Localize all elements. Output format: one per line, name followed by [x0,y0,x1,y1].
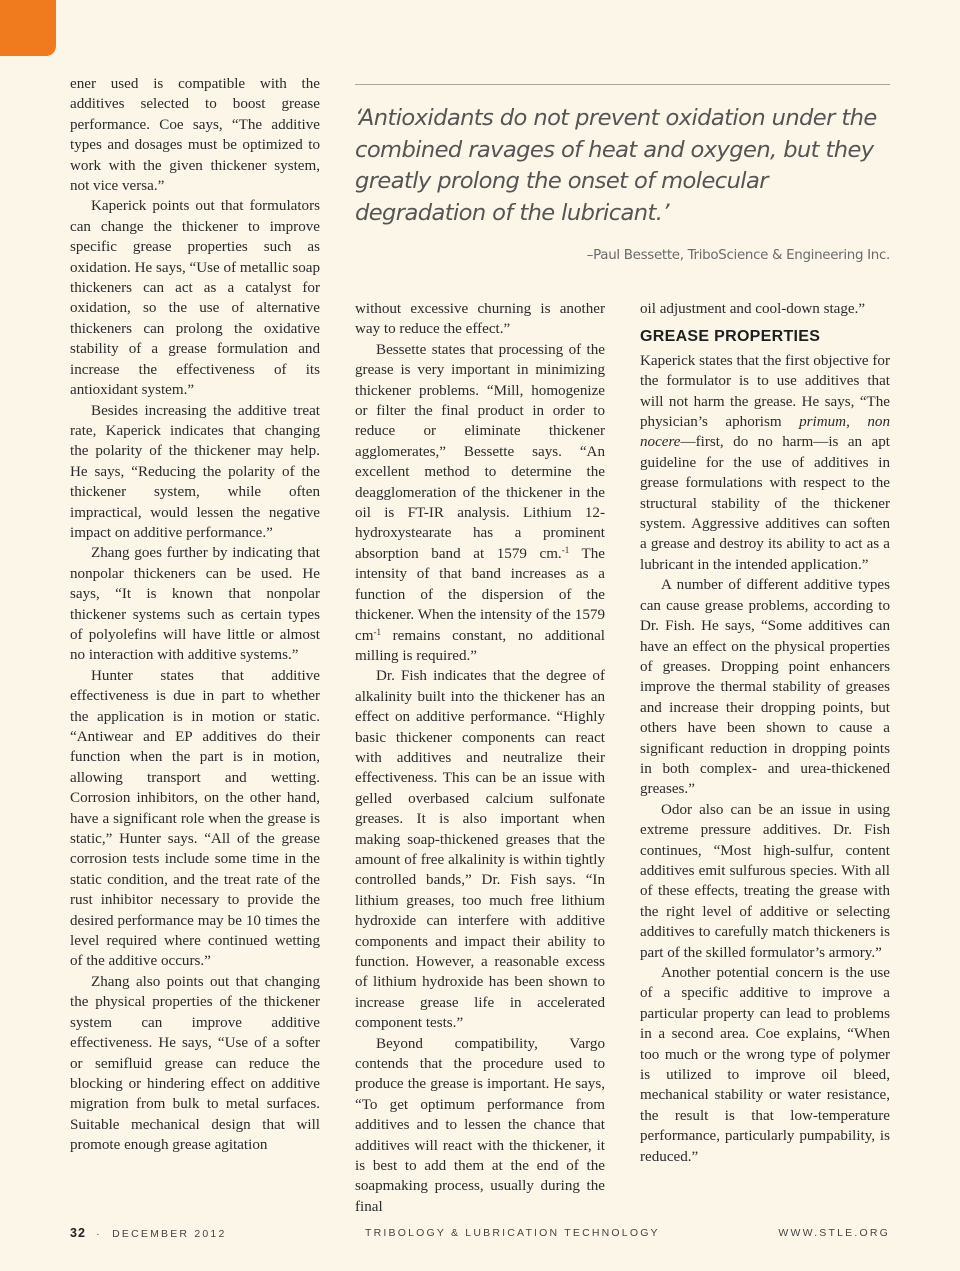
footer-separator: · [96,1228,102,1240]
paragraph: Zhang also points out that changing the physical properties of the thickener system can improve additive effectiveness. He says, “Use of a softer or semifluid grease can reduce the blocking or hindering effect on additive migration from bulk to metal surfaces. Suitable mechanical design that will promote enough grease agitation [70,973,320,1154]
page-number: 32 [70,1226,86,1240]
orange-corner-tab [0,0,56,56]
page-footer [70,1226,890,1242]
paragraph [355,340,605,667]
paragraph: Odor also can be an issue in using extreme pressure additives. Dr. Fish continues, “Most high-sulfur, content additives emit sulfurous species. With all of these effects, treating the grease with the right level of additive or selecting additives to carefully match thickeners is part of the skilled formulator’s armory.” [640,801,890,961]
italic-phrase: primum, non nocere [640,414,890,451]
paragraph: Another potential concern is the use of a specific additive to improve a particular property can lead to problems in a second area. Coe explains, “When too much or the wrong type of polymer is utilized to improve oil bleed, mechanical stability or water resistance, the result is that low-temperature performance, particularly pumpability, is reduced.” [640,965,890,1165]
pull-quote-attribution: –Paul Bessette, TriboScience & Engineering Inc. [586,248,890,263]
paragraph-text: Kaperick states that the first objective for the formulator is to use additives that will not harm the grease. He says, “The physician’s aphorism [640,352,890,431]
paragraph-text: —first, do no harm—is an apt guideline for the use of additives in grease formulations with respect to the structural stability of the thickener system. Aggressive additives can soften a grease and destroy its ability to act as a lubricant in the intended application.” [640,434,890,573]
website-url: WWW.STLE.ORG [778,1227,890,1239]
paragraph: without excessive churning is another way to reduce the effect.” [355,301,605,338]
paragraph-text: Bessette states that processing of the grease is very important in minimizing thickener problems. “Mill, homogenize or filter the final product in order to reduce or eliminate thickener agglomerates,” Bessette says. “An excellent method to determine the deagglomeration of the thickener in the oil is FT-IR analysis. Lithium 12-hydroxystearate has a prominent absorption band at 1579 cm. [355,341,605,562]
paragraph [640,351,890,575]
paragraph: ener used is compatible with the additives selected to boost grease performance. Coe says, “The additive types and dosages must be optimized to work with the given thickener system, not vice versa.” [70,76,320,195]
paragraph: Dr. Fish indicates that the degree of alkalinity built into the thickener has an effect on additive performance. “Highly basic thickener components can react with additives and neutralize their effectiveness. This can be an issue with gelled overbased calcium sulfonate greases. It is also important when making soap-thickened greases that the amount of free alkalinity is within tightly controlled bands,” Dr. Fish says. “In lithium greases, too much free lithium hydroxide can interfere with additive components and impact their ability to function. However, a reasonable excess of lithium hydroxide has been shown to increase grease life in accelerated component tests.” [355,668,605,1032]
section-heading: GREASE PROPERTIES [640,328,821,346]
paragraph: Zhang goes further by indicating that nonpolar thickeners can be used. He says, “It is known that nonpolar thickener systems such as certain types of polyolefins will have little or almost no interaction with additive systems.” [70,545,320,664]
paragraph-text: remains constant, no additional milling is required.” [355,627,605,664]
superscript: -1 [373,626,381,637]
paragraph: Kaperick points out that formulators can change the thickener to improve specific grease properties such as oxidation. He says, “Use of metallic soap thickeners can act as a catalyst for oxidation, so the use of alternative thickeners can prolong the oxidative stability of a grease formulation and increase the effectiveness of its antioxidant system.” [70,198,320,399]
paragraph: A number of different additive types can cause grease problems, according to Dr. Fish. He says, “Some additives can have an effect on the physical properties of greases. Dropping point enhancers improve the thermal stability of greases and increase their dropping points, but others have been shown to cause a significant reduction in dropping points in both complex- and urea-thickened greases.” [640,577,890,798]
footer-left [70,1226,227,1240]
paragraph: oil adjustment and cool-down stage.” [640,301,866,317]
pull-quote: ‘Antioxidants do not prevent oxidation under the combined ravages of heat and oxygen, but they greatly prolong the onset of molecular degradation of the lubricant.’ [355,105,877,226]
paragraph: Besides increasing the additive treat rate, Kaperick indicates that changing the polarity of the thickener may help. He says, “Reducing the polarity of the thickener system, while often impractical, would lessen the negative impact on additive performance.” [70,402,320,541]
superscript: -1 [561,544,570,555]
column-1 [70,74,320,1156]
pull-quote-box [355,84,890,263]
issue-date: DECEMBER 2012 [112,1228,227,1240]
column-3 [640,299,890,1167]
magazine-name: TRIBOLOGY & LUBRICATION TECHNOLOGY [365,1227,660,1239]
paragraph-text: The intensity of that band increases as a function of the dispersion of the thickener. When the intensity of the 1579 cm [355,545,606,644]
paragraph: Hunter states that additive effectiveness is due in part to whether the application is in motion or static. “Antiwear and EP additives do their function when the part is in motion, allowing transport and wetting. Corrosion inhibitors, on the other hand, have a significant role when the grease is static,” Hunter says. “All of the grease corrosion tests include some time in the static condition, and the treat rate of the rust inhibitor necessary to provide the desired performance may be 10 times the level required where continued wetting of the additive occurs.” [70,667,320,970]
column-2 [355,299,605,1217]
paragraph: Beyond compatibility, Vargo contends that the procedure used to produce the grease is important. He says, “To get optimum performance from additives and to lessen the chance that additives will react with the thickener, it is best to add them at the end of the soapmaking process, usually during the final [355,1035,605,1215]
